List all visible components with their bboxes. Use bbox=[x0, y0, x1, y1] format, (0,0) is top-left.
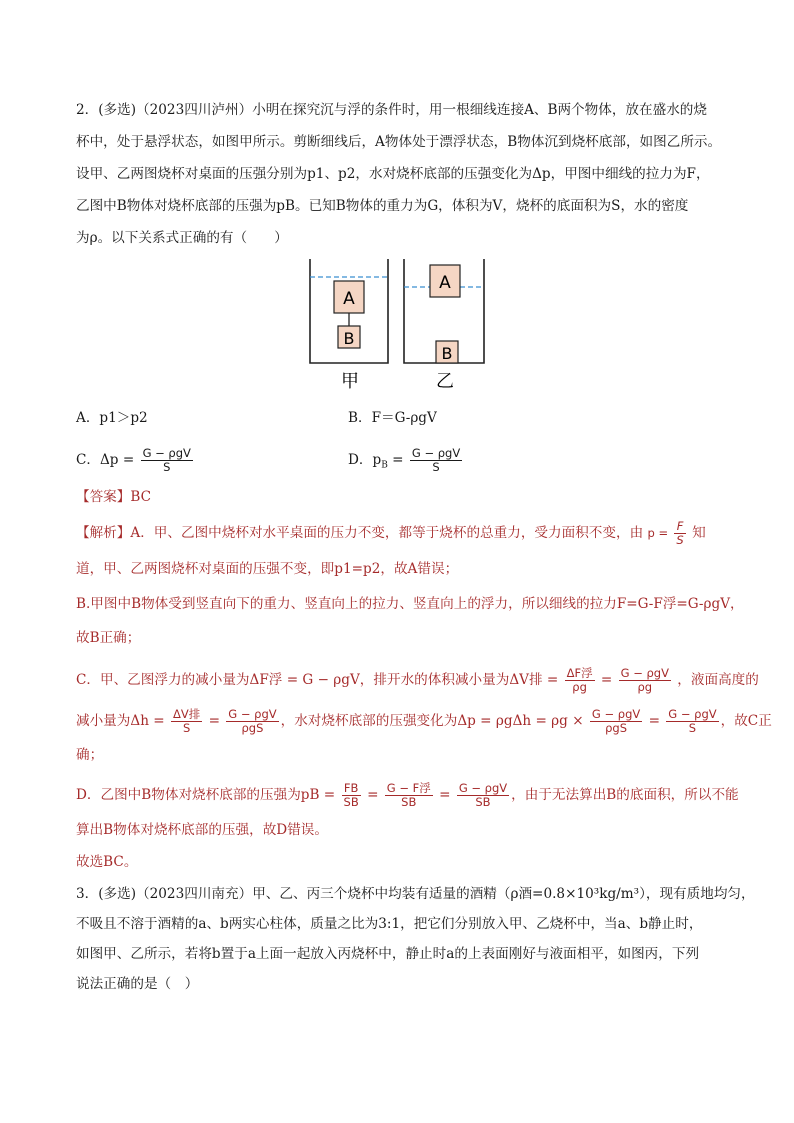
option-b: B．F＝G-ρgV bbox=[348, 410, 437, 426]
analysis-b-line-2: 故B正确； bbox=[76, 630, 141, 646]
option-c bbox=[76, 447, 195, 474]
analysis-final: 故选BC。 bbox=[76, 854, 138, 870]
q3-line-2: 不吸且不溶于酒精的a、b两实心柱体，质量之比为3:1，把它们分别放入甲、乙烧杯中，当a、b静止时， bbox=[76, 916, 703, 932]
box-b-left-label: B bbox=[343, 329, 355, 348]
box-a-left-label: A bbox=[343, 289, 355, 309]
analysis-a-line-2: 道，甲、乙两图烧杯对桌面的压强不变，即p1=p2，故A错误； bbox=[76, 561, 459, 577]
analysis-d-line-2: 算出B物体对烧杯底部的压强，故D错误。 bbox=[76, 822, 328, 838]
beaker-figure bbox=[300, 255, 500, 395]
option-c-fraction: $\frac{\text{G − ρgV}}{S}$ bbox=[142, 446, 191, 474]
analysis-c-line-3: 确； bbox=[76, 747, 104, 763]
analysis-c-line-2: 减小量为Δh = $\frac{\text{ΔV排}}{S}$ = $\frac{\text{G − ρgV}}{\text{ρgS}}$ ，水对烧杯底部的压强变化为Δp = ρgΔh = ρg × $\frac{\text{G − ρgV}}{\text{ρgS}}$ = $\frac{\text{G − ρgV}}{S}$ ，故C正 bbox=[76, 707, 772, 735]
analysis-b-line-1: B.甲图中B物体受到竖直向下的重力、竖直向上的拉力、竖直向上的浮力，所以细线的拉力F=G-F浮=G-ρgV， bbox=[76, 596, 744, 612]
answer: 【答案】BC bbox=[76, 489, 152, 505]
q2-line-1: 2．(多选)（2023四川泸州）小明在探究沉与浮的条件时，用一根细线连接A、B两个物体，放在盛水的烧 bbox=[76, 102, 707, 118]
label-right: 乙 bbox=[436, 371, 454, 392]
q2-line-3: 设甲、乙两图烧杯对桌面的压强分别为p1、p2，水对烧杯底部的压强变化为Δp，甲图中细线的拉力为F， bbox=[76, 166, 710, 182]
q3-line-4: 说法正确的是（ ） bbox=[76, 976, 199, 992]
q3-line-1: 3．(多选)（2023四川南充）甲、乙、丙三个烧杯中均装有适量的酒精（ρ酒=0.8×10³kg/m³），现有质地均匀， bbox=[76, 886, 755, 902]
option-c-prefix: C．Δp = bbox=[76, 452, 135, 468]
box-a-right-label: A bbox=[439, 273, 451, 293]
option-d-prefix: D．p bbox=[348, 452, 382, 468]
option-d: D．$p_B$ = $\frac{\text{G − ρgV}}{S}$ bbox=[348, 446, 461, 474]
option-a: A．p1＞p2 bbox=[76, 410, 148, 426]
box-b-right-label: B bbox=[441, 344, 453, 363]
label-left: 甲 bbox=[341, 371, 359, 392]
q3-line-3: 如图甲、乙所示，若将b置于a上面一起放入丙烧杯中，静止时a的上表面刚好与液面相平，如图丙，下列 bbox=[76, 946, 700, 962]
analysis-c-line-1: C．甲、乙图浮力的减小量为ΔF浮 = G − ρgV，排开水的体积减小量为ΔV排 = $\frac{\text{ΔF浮}}{\rho g}$ = $\frac{\text{G − ρgV}}{\rho g}$ ，液面高度的 bbox=[76, 666, 759, 694]
q2-line-4: 乙图中B物体对烧杯底部的压强为pB。已知B物体的重力为G，体积为V，烧杯的底面积为S，水的密度 bbox=[76, 198, 689, 214]
analysis-a-line-1: 【解析】A．甲、乙图中烧杯对水平桌面的压力不变，都等于烧杯的总重力，受力面积不变，由 p = $\frac{F}{S}$ 知 bbox=[76, 519, 706, 547]
option-d-fraction: $\frac{\text{G − ρgV}}{S}$ bbox=[411, 446, 461, 474]
q2-line-2: 杯中，处于悬浮状态，如图甲所示。剪断细线后，A物体处于漂浮状态，B物体沉到烧杯底部，如图乙所示。 bbox=[76, 134, 722, 150]
q2-line-5: 为ρ。以下关系式正确的有（ ） bbox=[76, 230, 288, 246]
analysis-d-line-1: D．乙图中B物体对烧杯底部的压强为pB = $\frac{FB}{SB}$ = $\frac{\text{G − F浮}}{SB}$ = $\frac{\text{G − ρgV}}{SB}$ ，由于无法算出B的底面积，所以不能 bbox=[76, 781, 739, 809]
